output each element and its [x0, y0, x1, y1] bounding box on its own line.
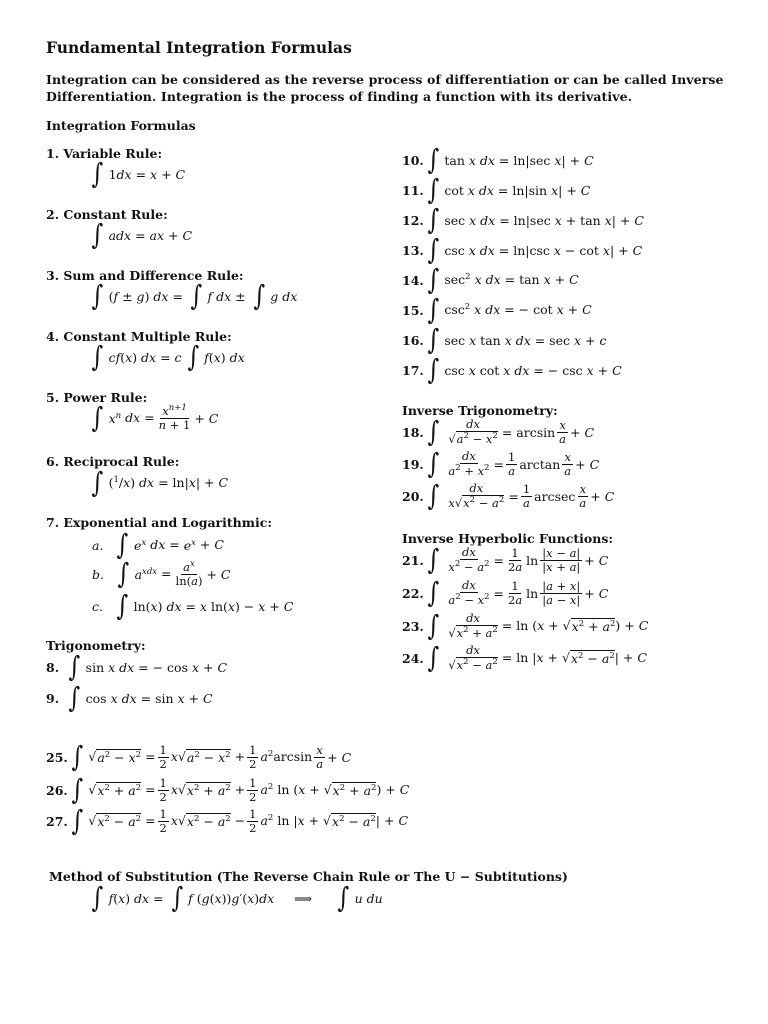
integral-sign: ∫ [116, 528, 129, 561]
rule-label-7: 7. Exponential and Logarithmic: [46, 515, 272, 530]
integral-sign: ∫ [427, 233, 439, 266]
inv-hyp-formula-22: 22. ∫ $\frac{dx}{a^2 - x^2}$ = $\frac{1}{2a}$ ln $\frac{|a + x|}{|a - x|}$ + C [402, 576, 609, 609]
inv-hyp-formula-23: 23. ∫ $\frac{dx}{√x^2 + a^2}$ = $\ln (x + √x^2 + a^2) + C$ [402, 609, 649, 642]
integral-sign: ∫ [427, 543, 439, 576]
integral-sign: ∫ [71, 773, 83, 806]
rule-label-6: 6. Reciprocal Rule: [46, 454, 180, 469]
integral-sign: ∫ [91, 401, 104, 434]
integral-sign: ∫ [71, 740, 83, 773]
integral-sign: ∫ [68, 681, 81, 714]
rule-formula-5: ∫ $x^n$ dx = $\frac{x^{n+1}}{n + 1}$ + C [91, 401, 219, 434]
integral-sign: ∫ [253, 279, 265, 312]
substitution-heading: Method of Substitution (The Reverse Chain Rule or The U − Subtitutions) [49, 869, 568, 884]
integral-sign: ∫ [187, 340, 199, 373]
integral-sign: ∫ [427, 447, 439, 480]
rule-formula-3: ∫ (f ± g) dx = ∫ f dx ± ∫ g dx [91, 279, 298, 312]
integral-sign: ∫ [116, 589, 129, 622]
rule-label-1: 1. Variable Rule: [46, 146, 163, 161]
integral-sign: ∫ [68, 650, 81, 683]
rule-formula-6: ∫ ($^1$/x) dx = ln|x| + C [91, 466, 229, 499]
integral-sign: ∫ [427, 323, 439, 356]
rule-label-5: 5. Power Rule: [46, 390, 148, 405]
integral-sign: ∫ [427, 415, 439, 448]
integral-sign: ∫ [91, 218, 104, 251]
rule-label-4: 4. Constant Multiple Rule: [46, 329, 232, 344]
rule-formula-7a: a. ∫ $e^x$ dx = $e^x + C$ [92, 528, 224, 561]
inv-trig-heading: Inverse Trigonometry: [402, 403, 558, 418]
integral-sign: ∫ [427, 479, 439, 512]
root-formula-25: 25. ∫ $√a^2 - x^2$ = $\frac{1}{2}$ $x√a^2 - x^2$ + $\frac{1}{2}$ $a^2\arcsin$ $\frac{x}{a}$ + C [46, 740, 352, 773]
fraction: $\frac{x^{n+1}}{n + 1}$ [158, 403, 191, 432]
integral-sign: ∫ [91, 157, 104, 190]
integral-sign: ∫ [91, 279, 104, 312]
fraction: $\frac{a^x}{\ln(a)}$ [175, 559, 203, 588]
integral-sign: ∫ [117, 557, 130, 590]
integral-sign: ∫ [91, 466, 104, 499]
page-title: Fundamental Integration Formulas [46, 38, 352, 57]
root-formula-26: 26. ∫ $√x^2 + a^2$ = $\frac{1}{2}$ $x√x^2 + a^2$ + $\frac{1}{2}$ $a^2$ $\ln (x + √x^2 + a^2) + C$ [46, 773, 410, 806]
integral-sign: ∫ [427, 173, 439, 206]
integral-sign: ∫ [91, 340, 104, 373]
integral-sign: ∫ [427, 609, 439, 642]
inv-hyp-heading: Inverse Hyperbolic Functions: [402, 531, 614, 546]
integral-sign: ∫ [427, 263, 439, 296]
integral-sign: ∫ [190, 279, 203, 312]
integral-sign: ∫ [427, 641, 439, 674]
trig-formula-13: 13. ∫ csc x dx = ln|csc x − cot x| + C [402, 233, 643, 266]
trig-formula-15: 15. ∫ $\csc^2 x$ dx = − cot x + C [402, 293, 592, 326]
integral-sign: ∫ [427, 203, 439, 236]
integral-sign: ∫ [427, 353, 439, 386]
inv-hyp-formula-21: 21. ∫ $\frac{dx}{x^2 - a^2}$ = $\frac{1}{2a}$ ln $\frac{|x - a|}{|x + a|}$ + C [402, 543, 609, 576]
trig-heading: Trigonometry: [46, 638, 146, 653]
substitution-formula: ∫ f(x) dx = ∫ f (g(x))g′(x)dx ⟹ ∫ u du [91, 881, 383, 914]
integral-sign: ∫ [337, 881, 350, 914]
integral-sign: ∫ [171, 881, 183, 914]
inv-trig-formula-18: 18. ∫ $\frac{dx}{√a^2 - x^2}$ = arcsin $\frac{x}{a}$ + C [402, 415, 595, 448]
trig-formula-10: 10. ∫ tan x dx = ln|sec x| + C [402, 143, 594, 176]
trig-formula-16: 16. ∫ sec x tan x dx = sec x + c [402, 323, 607, 356]
rule-formula-4: ∫ cf(x) dx = c ∫ f(x) dx [91, 340, 245, 373]
rule-label-2: 2. Constant Rule: [46, 207, 168, 222]
rule-formula-7c: c. ∫ ln(x) dx = x ln(x) − x + C [92, 589, 294, 622]
rule-label-3: 3. Sum and Difference Rule: [46, 268, 244, 283]
integral-sign: ∫ [91, 881, 104, 914]
integral-sign: ∫ [427, 576, 439, 609]
trig-formula-9: 9. ∫ cos x dx = sin x + C [46, 681, 213, 714]
trig-formula-8: 8. ∫ sin x dx = − cos x + C [46, 650, 228, 683]
inv-trig-formula-20: 20. ∫ $\frac{dx}{x√x^2 - a^2}$ = $\frac{1}{a}$ arcsec $\frac{x}{a}$ + C [402, 479, 615, 512]
rule-formula-7b: b. ∫ $a^{xdx}$ = $\frac{a^x}{\ln(a)}$ + C [92, 557, 231, 590]
trig-formula-14: 14. ∫ $\sec^2 x$ dx = tan x + C [402, 263, 579, 296]
rule-formula-2: ∫ adx = ax + C [91, 218, 193, 251]
root-formula-27: 27. ∫ $√x^2 - a^2$ = $\frac{1}{2}$ $x√x^2 - a^2$ − $\frac{1}{2}$ $a^2$ $\ln |x + √x^2 - a^2| + C$ [46, 804, 409, 837]
inv-hyp-formula-24: 24. ∫ $\frac{dx}{√x^2 - a^2}$ = $\ln |x + √x^2 - a^2| + C$ [402, 641, 647, 674]
trig-formula-17: 17. ∫ csc x cot x dx = − csc x + C [402, 353, 622, 386]
section-heading: Integration Formulas [46, 118, 196, 133]
integral-sign: ∫ [427, 143, 439, 176]
integral-sign: ∫ [427, 293, 439, 326]
integral-sign: ∫ [71, 804, 83, 837]
trig-formula-12: 12. ∫ sec x dx = ln|sec x + tan x| + C [402, 203, 644, 236]
inv-trig-formula-19: 19. ∫ $\frac{dx}{a^2 + x^2}$ = $\frac{1}{a}$ arctan $\frac{x}{a}$ + C [402, 447, 600, 480]
intro-paragraph: Integration can be considered as the reverse process of differentiation or can be called Inverse Differentiation. Integration is the process of finding a function with its derivative. [46, 72, 724, 104]
rule-formula-1: ∫ 1dx = x + C [91, 157, 186, 190]
trig-formula-11: 11. ∫ cot x dx = ln|sin x| + C [402, 173, 591, 206]
